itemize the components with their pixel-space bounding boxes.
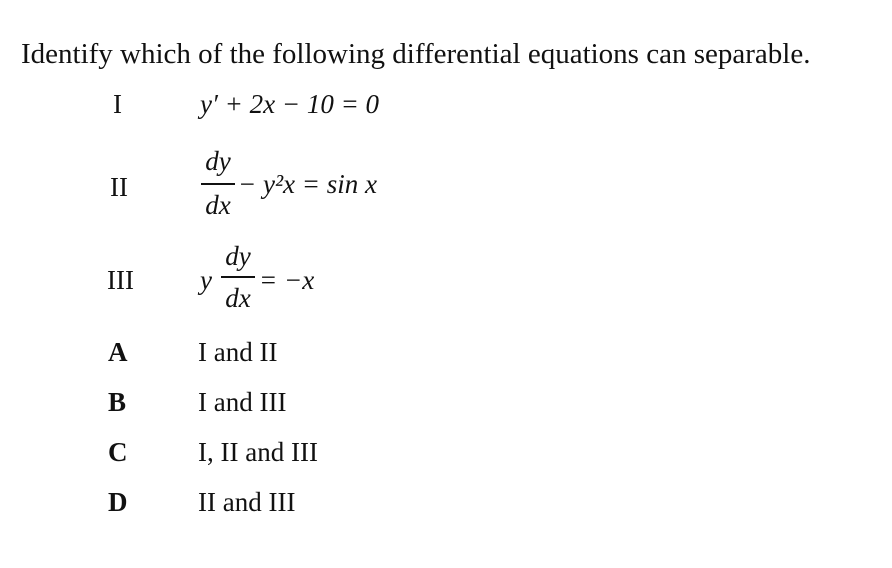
- option-text: II and III: [198, 487, 296, 517]
- option-text: I and II: [198, 337, 278, 367]
- statement-numeral: III: [107, 265, 134, 295]
- equation-ii-rest: − y²x = sin x: [238, 169, 377, 199]
- equation-iii-rest: = −x: [259, 265, 315, 295]
- option-letter: A: [108, 337, 128, 367]
- statement-numeral: I: [113, 89, 122, 119]
- fraction-numerator: dy: [205, 146, 231, 176]
- equation-i: y′ + 2x − 10 = 0: [200, 89, 380, 119]
- fraction-denominator: dx: [225, 283, 251, 313]
- option-letter: B: [108, 387, 127, 417]
- option-text: I, II and III: [198, 437, 318, 467]
- question-text: Identify which of the following differential equations can separable.: [21, 38, 811, 70]
- fraction-denominator: dx: [205, 190, 231, 220]
- fraction-bar: [221, 276, 255, 278]
- option-letter: D: [108, 487, 128, 517]
- option-text: I and III: [198, 387, 287, 417]
- equation-iii-pre: y: [200, 265, 212, 295]
- fraction-bar: [201, 183, 235, 185]
- statement-numeral: II: [110, 172, 128, 202]
- option-letter: C: [108, 437, 128, 467]
- fraction-numerator: dy: [225, 241, 251, 271]
